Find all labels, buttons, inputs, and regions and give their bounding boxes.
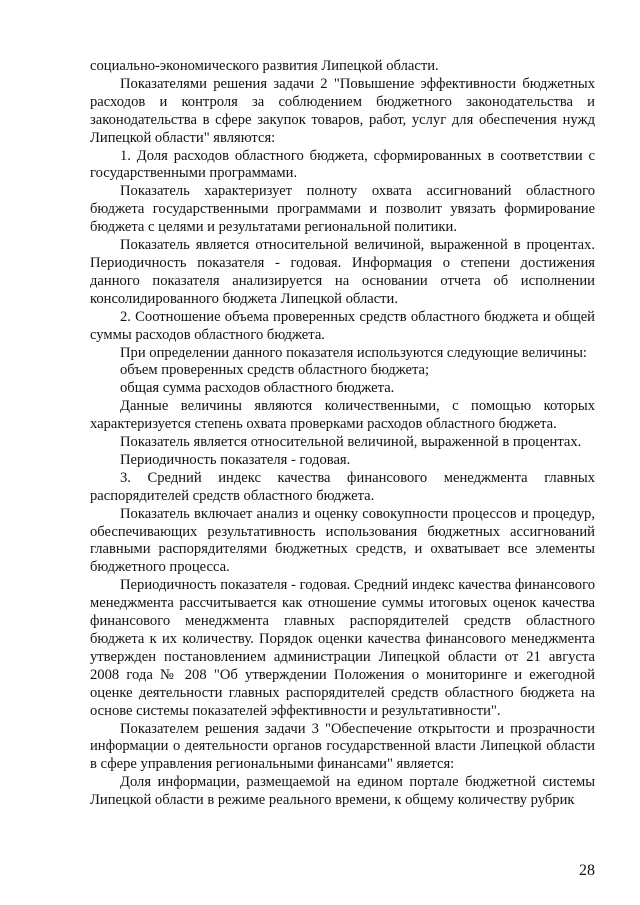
paragraph-8: Данные величины являются количественными, с помощью которых характеризуется степень охвата проверками расходов областного бюджета.	[90, 398, 595, 433]
document-body	[90, 58, 595, 810]
paragraph-11: 3. Средний индекс качества финансового менеджмента главных распорядителей средств областного бюджета.	[90, 469, 595, 504]
paragraph-5: Показатель является относительной величиной, выраженной в процентах. Периодичность показателя - годовая. Информация о степени достижения данного показателя анализируется на основании отчета об исполнении консолидированного бюджета Липецкой области.	[90, 237, 595, 307]
list-item-2: общая сумма расходов областного бюджета.	[120, 380, 395, 397]
paragraph-6: 2. Соотношение объема проверенных средств областного бюджета и общей суммы расходов областного бюджета.	[90, 308, 595, 343]
list-item-1: объем проверенных средств областного бюджета;	[120, 362, 430, 379]
paragraph-12: Показатель включает анализ и оценку совокупности процессов и процедур, обеспечивающих результативность использования бюджетных ассигнований главными распорядителями бюджетных средств, и охватывает все элементы бюджетного процесса.	[90, 505, 595, 576]
paragraph-2: Показателями решения задачи 2 "Повышение эффективности бюджетных расходов и контроля за соблюдением бюджетного законодательства и законодательства в сфере закупок товаров, работ, услуг для обеспечения нужд Липецкой области" являются:	[90, 75, 595, 146]
paragraph-4: Показатель характеризует полноту охвата ассигнований областного бюджета государственными программами и позволит увязать формирование бюджета с целями и результатами региональной политики.	[90, 183, 595, 236]
paragraph-14: Показателем решения задачи 3 "Обеспечение открытости и прозрачности информации о деятельности органов государственной власти Липецкой области в сфере управления региональными финансами" является:	[90, 720, 595, 773]
paragraph-7: При определении данного показателя используются следующие величины:	[120, 344, 587, 361]
paragraph-10: Периодичность показателя - годовая.	[120, 451, 351, 468]
paragraph-9: Показатель является относительной величиной, выраженной в процентах.	[120, 434, 582, 451]
paragraph-13: Периодичность показателя - годовая. Средний индекс качества финансового менеджмента рассчитывается как отношение суммы итоговых оценок качества финансового менеджмента главных распорядителей средств областного бюджета к их количеству. Порядок оценки качества финансового менеджмента утвержден постановлением администрации Липецкой области от 21 августа 2008 года № 208 "Об утверждении Положения о мониторинге и ежегодной оценке деятельности главных распорядителей средств областного бюджета на основе системы показателей эффективности и результативности".	[90, 577, 595, 719]
paragraph-1: социально-экономического развития Липецкой области.	[90, 58, 439, 74]
paragraph-15: Доля информации, размещаемой на едином портале бюджетной системы Липецкой области в режиме реального времени, к общему количеству рубрик	[90, 774, 595, 809]
paragraph-3: 1. Доля расходов областного бюджета, сформированных в соответствии с государственными программами.	[90, 147, 595, 182]
page-number: 28	[579, 862, 595, 879]
